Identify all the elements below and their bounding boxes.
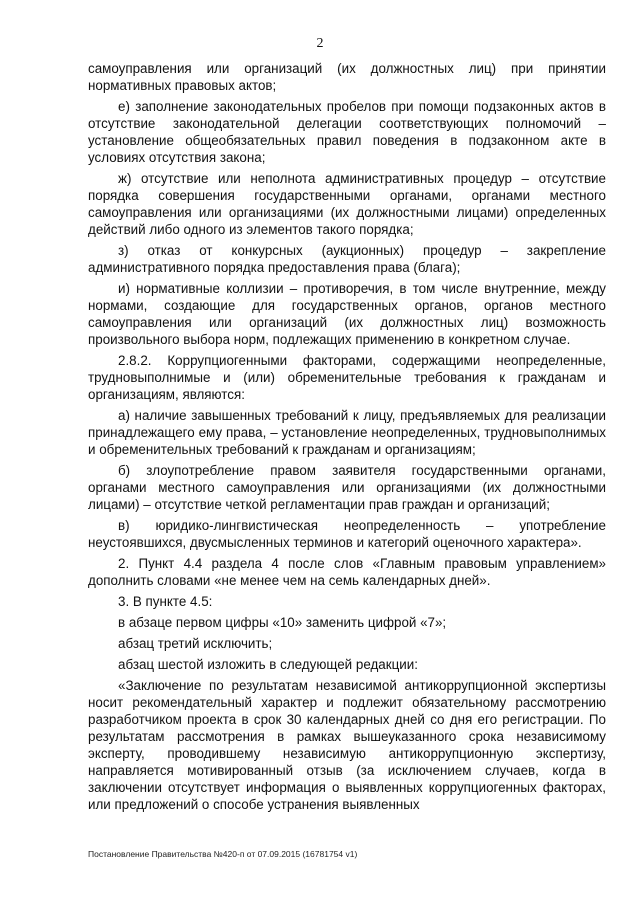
paragraph-4: з) отказ от конкурсных (аукционных) процедур – закрепление административного порядка предоставления права (блага); — [88, 243, 606, 275]
paragraph-9: в) юридико-лингвистическая неопределенность – употребление неустоявшихся, двусмысленных терминов и категорий оценочного характера». — [88, 518, 606, 550]
paragraph-1: самоуправления или организаций (их должностных лиц) при принятии нормативных правовых актов; — [88, 61, 606, 93]
paragraph-6: 2.8.2. Коррупциогенными факторами, содержащими неопределенные, трудновыполнимые и (или) обременительные требования к гражданам и организациям, являются: — [88, 353, 606, 402]
paragraph-11: 3. В пункте 4.5: — [118, 594, 213, 609]
document-footer: Постановление Правительства №420-п от 07.09.2015 (16781754 v1) — [88, 849, 358, 859]
paragraph-15: «Заключение по результатам независимой антикоррупционной экспертизы носит рекомендательный характер и подлежит обязательному рассмотрению разработчиком проекта в срок 30 календарных дней со дня его регистрации. По результатам рассмотрения в рамках вышеуказанного срока независимому эксперту, проводившему независимую антикоррупционную экспертизу, направляется мотивированный отзыв (за исключением случаев, когда в заключении отсутствует информация о выявленных коррупциогенных факторах, или предложений о способе устранения выявленных — [88, 678, 606, 812]
paragraph-14: абзац шестой изложить в следующей редакции: — [118, 657, 418, 672]
paragraph-13: абзац третий исключить; — [118, 636, 273, 651]
paragraph-2: е) заполнение законодательных пробелов при помощи подзаконных актов в отсутствие законодательной делегации соответствующих полномочий – установление общеобязательных правил поведения в подзаконном акте в условиях отсутствия закона; — [88, 99, 606, 165]
page-number: 2 — [316, 36, 324, 51]
paragraph-8: б) злоупотребление правом заявителя государственными органами, органами местного самоуправления или организациями (их должностными лицами) – отсутствие четкой регламентации прав граждан и организаций; — [88, 463, 606, 512]
paragraph-7: а) наличие завышенных требований к лицу, предъявляемых для реализации принадлежащего ему права, – установление неопределенных, трудновыполнимых и обременительных требований к гражданам и организациям; — [88, 408, 606, 457]
paragraph-3: ж) отсутствие или неполнота административных процедур – отсутствие порядка совершения государственными органами, органами местного самоуправления или организациями (их должностными лицами) определенных действий либо одного из элементов такого порядка; — [88, 171, 606, 237]
document-body — [88, 60, 606, 817]
paragraph-12: в абзаце первом цифры «10» заменить цифрой «7»; — [118, 615, 447, 630]
paragraph-10: 2. Пункт 4.4 раздела 4 после слов «Главным правовым управлением» дополнить словами «не менее чем на семь календарных дней». — [88, 556, 606, 588]
paragraph-5: и) нормативные коллизии – противоречия, в том числе внутренние, между нормами, создающие для государственных органов, органов местного самоуправления или организаций (их должностных лиц) возможность произвольного выбора норм, подлежащих применению в конкретном случае. — [88, 281, 606, 347]
